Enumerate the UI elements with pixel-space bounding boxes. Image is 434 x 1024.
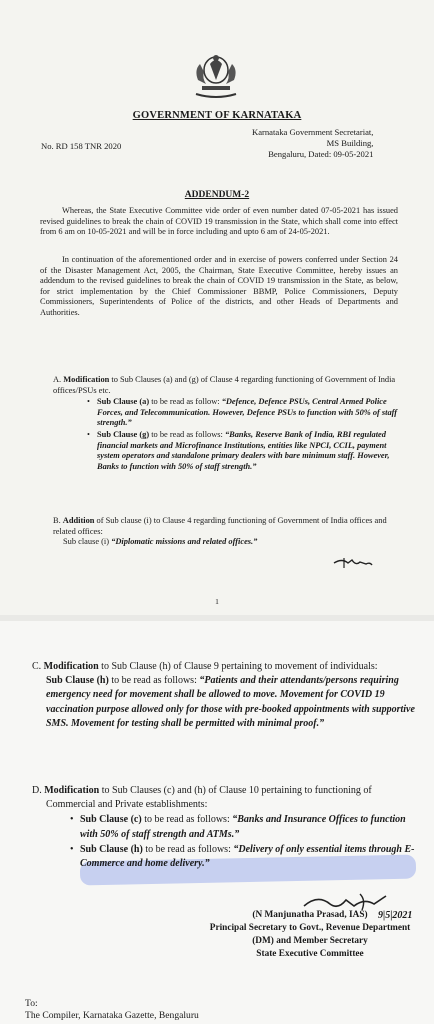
- section-b-subclause: [53, 537, 403, 548]
- sub-clause-pre: Sub clause (i): [63, 537, 112, 547]
- section-b: [53, 516, 403, 548]
- sub-clause-pre: to be read as follows:: [141, 814, 233, 826]
- signature-date: 9|5|2021: [378, 910, 413, 921]
- sub-clause-text: “Patients and their attendants/persons requiring emergency need for movement shall be allowed to move. Movement for COVID 19 vaccination purpose allowed only for those with pre-booked appointments with supportive SMS. Movement for testing shall be permitted with minimal proof.”: [46, 675, 415, 729]
- section-lead: Modification: [44, 785, 100, 796]
- sub-clause-pre: to be read as follow:: [149, 397, 222, 407]
- list-item: [87, 430, 398, 472]
- state-emblem-icon: [188, 50, 244, 102]
- sub-clause-pre: to be read as follows:: [142, 843, 234, 855]
- sub-clause-text: “Delivery of only essential items through E-Commerce and home delivery.”: [80, 843, 415, 870]
- section-c-subclause: [32, 674, 420, 731]
- section-rest: of Sub clause (i) to Clause 4 regarding functioning of Government of India offices and related offices:: [53, 516, 387, 536]
- address-line: Bengaluru, Dated: 09-05-2021: [268, 149, 374, 159]
- section-lead: Modification: [43, 661, 99, 672]
- sub-clause-label: Sub Clause (h): [80, 843, 143, 855]
- section-marker: A.: [53, 375, 62, 384]
- sub-clause-pre: to be read as follows:: [108, 675, 200, 687]
- section-a-heading: [53, 375, 398, 396]
- sub-clause-label: Sub Clause (a): [97, 397, 150, 407]
- section-c-heading: [32, 660, 420, 674]
- issuing-address: [252, 127, 373, 160]
- sub-clause-label: Sub Clause (h): [46, 675, 109, 687]
- section-lead: Addition: [62, 516, 95, 525]
- addendum-title: ADDENDUM-2: [184, 190, 250, 200]
- section-marker: B.: [53, 516, 61, 525]
- page-number: 1: [215, 597, 219, 606]
- address-line: Karnataka Government Secretariat,: [252, 127, 374, 137]
- government-title: GOVERNMENT OF KARNATAKA: [132, 110, 302, 121]
- section-c: [32, 660, 420, 731]
- initials-signature-icon: [332, 556, 374, 570]
- section-d-heading: [32, 784, 420, 812]
- sub-clause-label: Sub Clause (c): [80, 814, 142, 826]
- sub-clause-text: “Defence, Defence PSUs, Central Armed Police Forces, and Telecommunication. However, Defence PSUs to function with 50% of staff strength.”: [97, 397, 398, 428]
- section-rest: to Sub Clause (h) of Clause 9 pertaining to movement of individuals:: [98, 661, 378, 672]
- sub-clause-text: “Banks, Reserve Bank of India, RBI regulated financial markets and Microfinance Institutions, entities like NPCI, CCIL, payment system operators and standalone primary dealers with bare minimum staff. However, Banks to function with 50% of staff strength.”: [97, 429, 390, 471]
- section-a: [53, 375, 398, 472]
- section-d: [32, 784, 420, 871]
- section-rest: to Sub Clauses (a) and (g) of Clause 4 regarding functioning of Government of India offices/PSUs etc.: [53, 375, 396, 395]
- paragraph-continuation: In continuation of the aforementioned order and in exercise of powers conferred under Section 24 of the Disaster Management Act, 2005, the Chairman, State Executive Committee, hereby issues an addendum to the revised guidelines to break the chain of COVID 19 transmission in the State, as below, for strict implementation by the Chief Commissioner BBMP, Police Commissioners, Deputy Commissioners, Superintendents of Police of the districts, and other Heads of Departments and Authorities.: [40, 255, 398, 317]
- sub-clause-text: “Banks and Insurance Offices to function with 50% of staff strength and ATMs.”: [80, 814, 406, 840]
- list-item: [87, 397, 398, 429]
- section-b-heading: [53, 516, 403, 537]
- sub-clause-label: Sub Clause (g): [97, 429, 150, 439]
- to-label: To:: [25, 998, 38, 1009]
- sub-clause-pre: to be read as follows:: [149, 429, 225, 439]
- address-line: MS Building,: [326, 138, 374, 148]
- recipient-block: [25, 998, 199, 1022]
- list-item: [70, 813, 420, 841]
- section-rest: to Sub Clauses (c) and (h) of Clause 10 pertaining to functioning of Commercial and Private establishments:: [46, 785, 372, 811]
- signatory-designation: State Executive Committee: [256, 949, 364, 959]
- signatory-name: (N Manjunatha Prasad, IAS): [252, 910, 368, 920]
- signatory-designation: Principal Secretary to Govt., Revenue Department: [209, 923, 411, 933]
- section-lead: Modification: [63, 375, 110, 384]
- signatory-designation: (DM) and Member Secretary: [252, 936, 368, 946]
- section-marker: C.: [32, 661, 42, 672]
- paragraph-whereas: Whereas, the State Executive Committee vide order of even number dated 07-05-2021 has issued revised guidelines to break the chain of COVID 19 transmission in the State, which shall come into effect from 6 am on 10-05-2021 and will be in force including and upto 6 am of 24-05-2021.: [40, 206, 398, 237]
- section-marker: D.: [32, 785, 42, 796]
- sub-clause-text: “Diplomatic missions and related offices.”: [111, 537, 258, 547]
- order-number: No. RD 158 TNR 2020: [41, 141, 122, 151]
- recipient: The Compiler, Karnataka Gazette, Bengaluru: [25, 1010, 199, 1021]
- list-item: [70, 843, 420, 871]
